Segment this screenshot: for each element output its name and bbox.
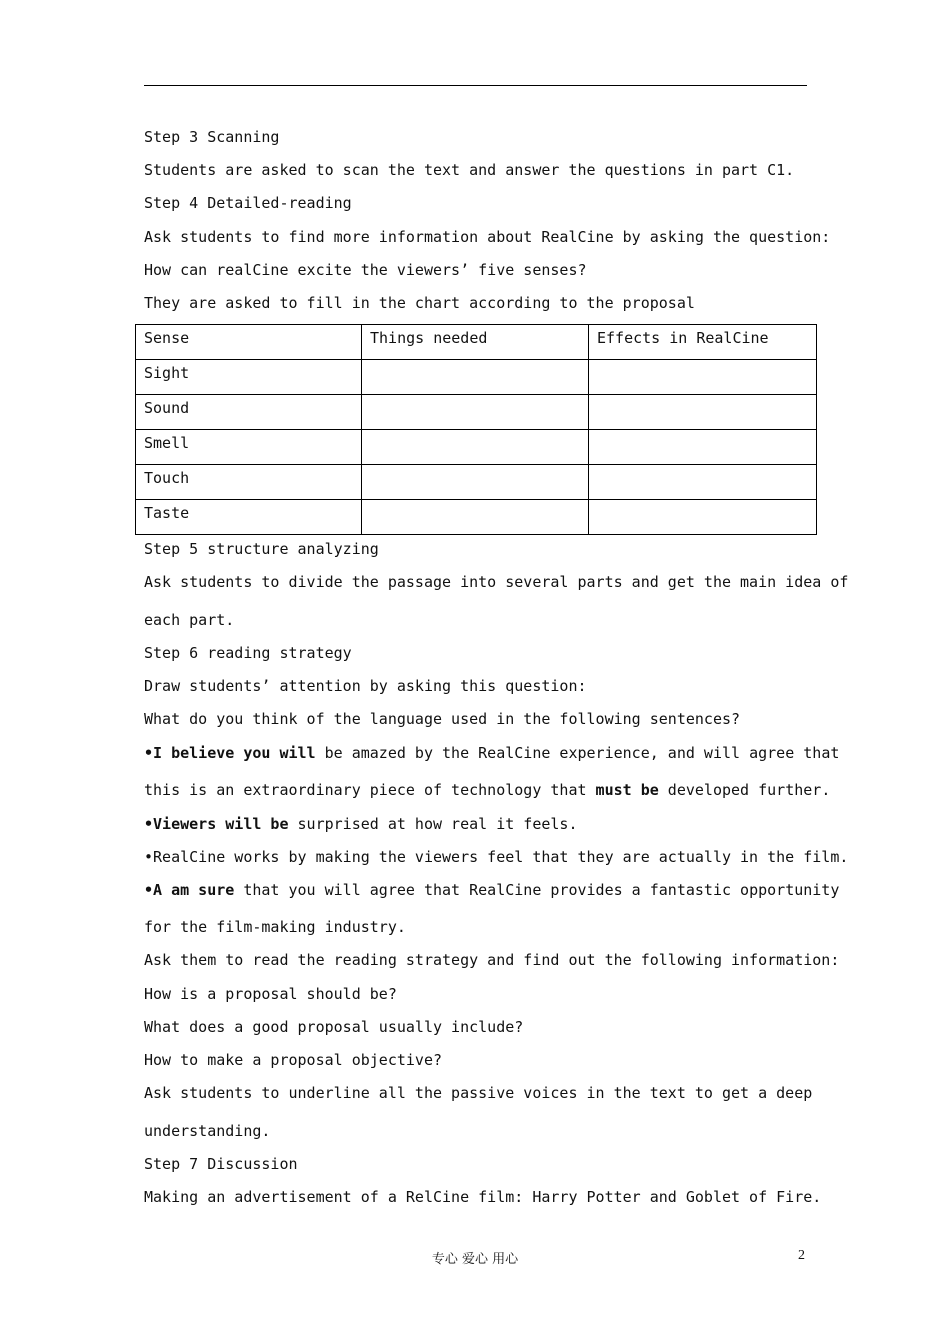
bullet-item [144,743,840,763]
bold-phrase: •A am sure [144,881,235,899]
table-row [136,465,817,500]
table-row [136,500,817,535]
table-cell-sense: Sound [136,395,362,430]
paragraph: Ask students to divide the passage into several parts and get the main idea of [144,573,849,591]
table-cell-empty[interactable] [589,360,817,395]
bullet-continuation: for the film-making industry. [144,918,406,936]
table-cell-empty[interactable] [589,500,817,535]
senses-table [135,324,817,535]
paragraph: Ask students to find more information about RealCine by asking the question: [144,228,831,246]
paragraph: Ask them to read the reading strategy and find out the following information: [144,951,840,969]
table-cell-sense: Taste [136,500,362,535]
step-6-heading: Step 6 reading strategy [144,644,352,662]
paragraph: Draw students’ attention by asking this question: [144,677,587,695]
table-row [136,430,817,465]
question: How to make a proposal objective? [144,1051,443,1069]
table-cell-sense: Sight [136,360,362,395]
bold-phrase: must be [595,781,659,799]
paragraph: They are asked to fill in the chart according to the proposal [144,294,695,312]
table-cell-empty[interactable] [589,430,817,465]
table-cell-empty[interactable] [589,465,817,500]
bullet-text: that you will agree that RealCine provides a fantastic opportunity [234,881,840,899]
question: What does a good proposal usually include? [144,1018,524,1036]
table-cell-sense: Touch [136,465,362,500]
table-header-cell: Sense [136,325,362,360]
header-rule [144,85,807,86]
table-cell-empty[interactable] [362,500,589,535]
bullet-text: this is an extraordinary piece of technology that [144,781,596,799]
table-row [136,395,817,430]
bullet-item [144,880,840,900]
table-row [136,360,817,395]
page-number: 2 [798,1248,805,1263]
paragraph: How can realCine excite the viewers’ five senses? [144,261,587,279]
table-cell-empty[interactable] [362,430,589,465]
paragraph: Students are asked to scan the text and answer the questions in part C1. [144,161,795,179]
table-cell-empty[interactable] [362,465,589,500]
step-4-heading: Step 4 Detailed-reading [144,194,352,212]
question: How is a proposal should be? [144,985,397,1003]
page-footer: 专心 爱心 用心 [431,1252,519,1267]
paragraph: What do you think of the language used in the following sentences? [144,710,741,728]
table-header-cell: Things needed [362,325,589,360]
bullet-text: surprised at how real it feels. [288,815,578,833]
table-header-row [136,325,817,360]
bold-phrase: •Viewers will be [144,815,289,833]
table-header-cell: Effects in RealCine [589,325,817,360]
table-cell-empty[interactable] [589,395,817,430]
bold-phrase: •I believe you will [144,744,316,762]
step-3-heading: Step 3 Scanning [144,128,280,146]
table-cell-sense: Smell [136,430,362,465]
bullet-continuation [144,780,830,800]
paragraph: Ask students to underline all the passive voices in the text to get a deep [144,1084,813,1102]
step-5-heading: Step 5 structure analyzing [144,540,379,558]
paragraph: each part. [144,611,235,629]
paragraph: Making an advertisement of a RelCine film: Harry Potter and Goblet of Fire. [144,1188,822,1206]
table-cell-empty[interactable] [362,360,589,395]
bullet-text: developed further. [658,781,831,799]
bullet-text: be amazed by the RealCine experience, and will agree that [315,744,840,762]
bullet-item: •RealCine works by making the viewers feel that they are actually in the film. [144,848,849,866]
table-cell-empty[interactable] [362,395,589,430]
paragraph: understanding. [144,1122,271,1140]
step-7-heading: Step 7 Discussion [144,1155,298,1173]
bullet-item [144,814,577,834]
